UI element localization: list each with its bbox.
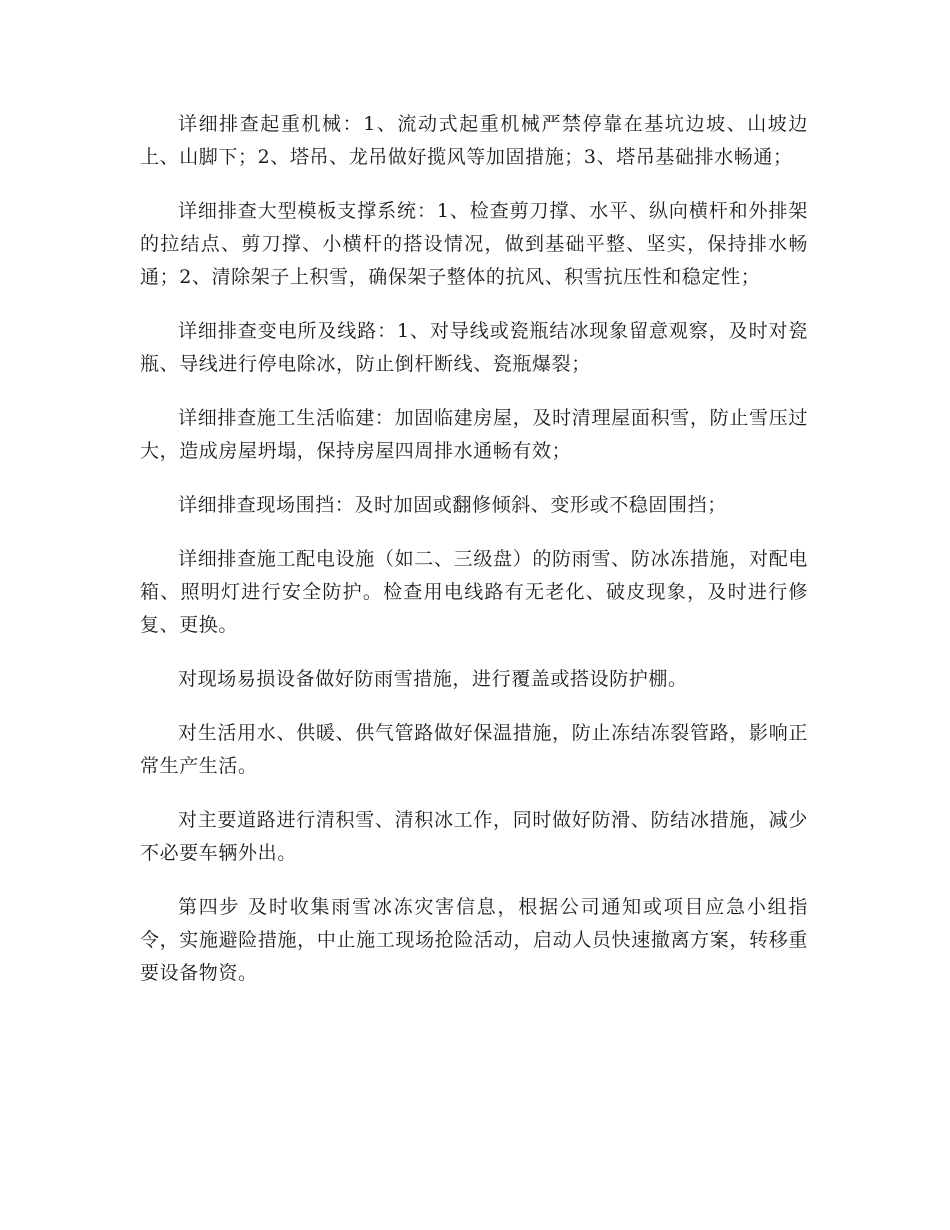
paragraph-fragile-equipment: 对现场易损设备做好防雨雪措施，进行覆盖或搭设防护棚。 bbox=[178, 668, 688, 690]
paragraph-main-roads: 对主要道路进行清积雪、清积冰工作，同时做好防滑、防结冰措施，减少不必要车辆外出。 bbox=[140, 809, 808, 864]
paragraph-substation-lines: 详细排查变电所及线路：1、对导线或瓷瓶结冰现象留意观察，及时对瓷瓶、导线进行停电除冰，防止倒杆断线、瓷瓶爆裂； bbox=[140, 320, 808, 375]
paragraph-power-distribution: 详细排查施工配电设施（如二、三级盘）的防雨雪、防冰冻措施，对配电箱、照明灯进行安全防护。检查用电线路有无老化、破皮现象，及时进行修复、更换。 bbox=[140, 548, 808, 636]
paragraph-formwork-support: 详细排查大型模板支撑系统：1、检查剪刀撑、水平、纵向横杆和外排架的拉结点、剪刀撑、小横杆的搭设情况，做到基础平整、坚实，保持排水畅通；2、清除架子上积雪，确保架子整体的抗风、积雪抗压性和稳定性； bbox=[140, 200, 808, 288]
paragraph-site-enclosure: 详细排查现场围挡：及时加固或翻修倾斜、变形或不稳固围挡； bbox=[178, 494, 727, 516]
paragraph-pipelines: 对生活用水、供暖、供气管路做好保温措施，防止冻结冻裂管路，影响正常生产生活。 bbox=[140, 722, 808, 777]
document-page bbox=[140, 108, 808, 1011]
paragraph-temporary-buildings: 详细排查施工生活临建：加固临建房屋，及时清理屋面积雪，防止雪压过大，造成房屋坍塌，保持房屋四周排水通畅有效； bbox=[140, 407, 808, 462]
paragraph-step-four: 第四步 及时收集雨雪冰冻灾害信息，根据公司通知或项目应急小组指令，实施避险措施，中止施工现场抢险活动，启动人员快速撤离方案，转移重要设备物资。 bbox=[140, 896, 808, 984]
paragraph-lifting-machinery: 详细排查起重机械：1、流动式起重机械严禁停靠在基坑边坡、山坡边上、山脚下；2、塔吊、龙吊做好揽风等加固措施；3、塔吊基础排水畅通； bbox=[140, 113, 808, 168]
